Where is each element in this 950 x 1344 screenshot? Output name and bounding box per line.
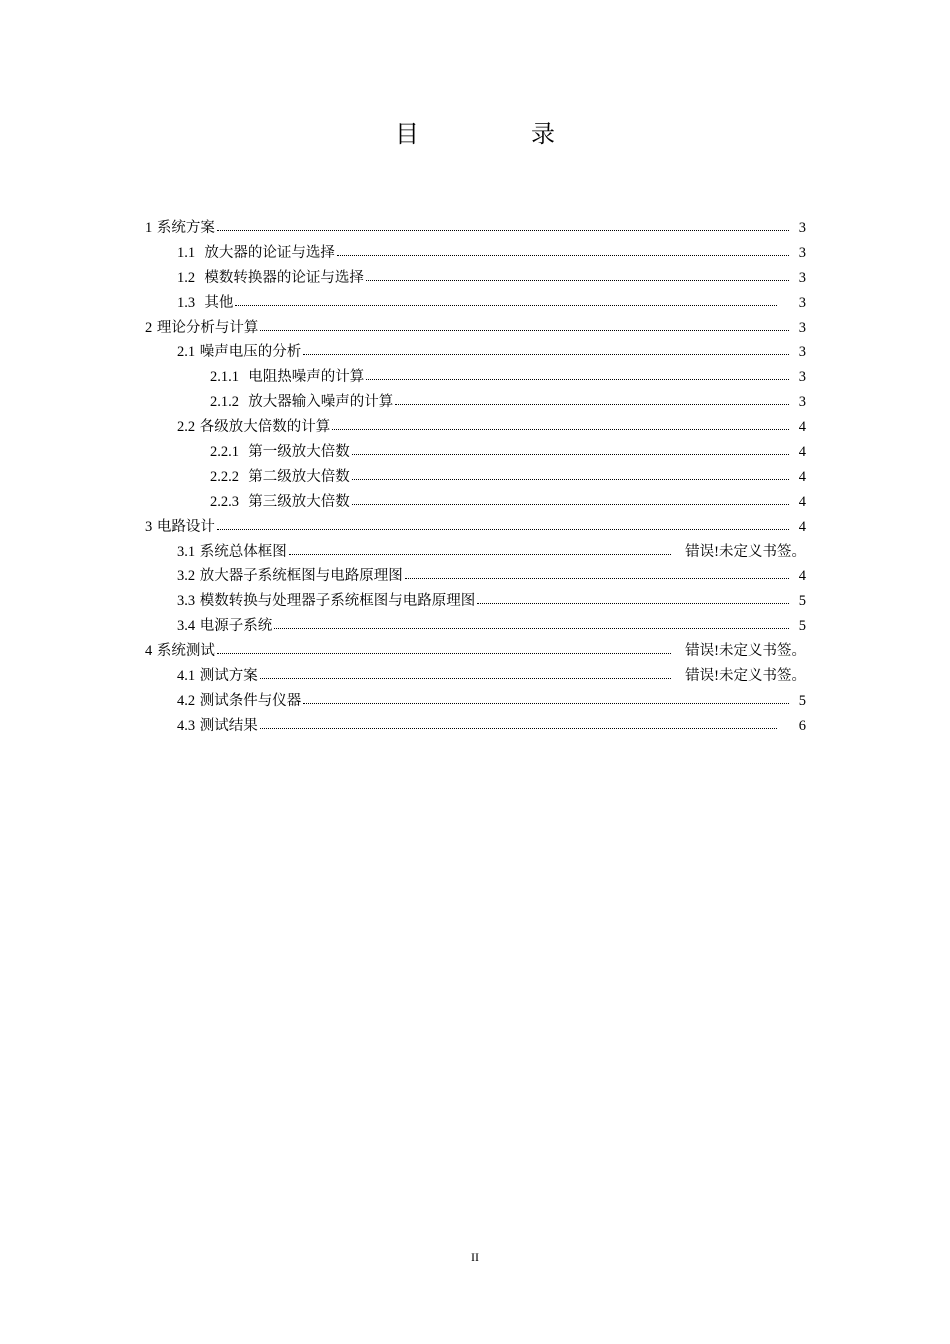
- toc-entry-text: 电阻热噪声的计算: [248, 369, 365, 386]
- toc-entry-text: 测试条件与仪器: [199, 692, 302, 709]
- toc-entry-page: 3: [798, 394, 806, 411]
- toc-entry-label: [210, 440, 350, 465]
- toc-entry-label: [210, 390, 393, 415]
- toc-entry-text: 测试方案: [199, 668, 258, 685]
- toc-entry-number: 4.1: [177, 668, 196, 685]
- toc-entry[interactable]: [145, 365, 806, 390]
- toc-entry-label: [177, 340, 301, 365]
- toc-entry-page: 3: [798, 269, 806, 286]
- toc-entry[interactable]: [145, 266, 806, 291]
- toc-dot-leader: [260, 716, 777, 730]
- toc-entry-page-error: 错误!未定义书签。: [685, 643, 806, 660]
- toc-entry-text: 第二级放大倍数: [248, 468, 350, 485]
- toc-entry-number: 3.4: [177, 618, 196, 635]
- toc-dot-leader: [405, 566, 789, 580]
- toc-entry-label: [177, 540, 287, 565]
- toc-entry-page: 3: [798, 220, 806, 236]
- toc-entry[interactable]: [145, 291, 806, 316]
- toc-entry-number: 4.3: [177, 717, 196, 734]
- toc-entry-page: 3: [798, 244, 806, 261]
- toc-dot-leader: [217, 641, 671, 655]
- toc-entry-number: 3: [145, 518, 153, 535]
- toc-dot-leader: [477, 591, 789, 605]
- toc-entry-number: 1.3: [177, 294, 196, 311]
- toc-entry-number: 1.2: [177, 269, 196, 286]
- toc-entry-text: 放大器输入噪声的计算: [248, 394, 394, 411]
- toc-entry-text: 测试结果: [199, 717, 258, 734]
- toc-entry-label: [177, 589, 475, 614]
- toc-entry-page: 5: [798, 593, 806, 610]
- toc-entry-label: [177, 689, 301, 714]
- toc-entry-number: 3.1: [177, 543, 196, 560]
- toc-entry-text: 系统总体框图: [199, 543, 287, 560]
- toc-entry-label: [177, 714, 258, 739]
- toc-dot-leader: [260, 318, 788, 332]
- toc-entry-text: 模数转换与处理器子系统框图与电路原理图: [199, 593, 476, 610]
- toc-entry-text: 放大器子系统框图与电路原理图: [199, 568, 403, 585]
- toc-entry[interactable]: [145, 241, 806, 266]
- toc-dot-leader: [274, 616, 789, 630]
- toc-entry-text: 系统测试: [156, 643, 215, 660]
- toc-dot-leader: [366, 367, 789, 381]
- toc-entry-number: 2.2.3: [210, 493, 239, 510]
- toc-dot-leader: [352, 492, 789, 506]
- toc-dot-leader: [303, 691, 789, 705]
- toc-entry-number: 4.2: [177, 692, 196, 709]
- toc-entry[interactable]: [145, 316, 806, 341]
- toc-dot-leader: [289, 542, 671, 556]
- toc-entry[interactable]: [145, 465, 806, 490]
- toc-entry-label: [177, 241, 335, 266]
- toc-entry-label: [145, 216, 215, 241]
- toc-entry-number: 3.3: [177, 593, 196, 610]
- toc-entry-text: 各级放大倍数的计算: [199, 419, 331, 436]
- toc-entry-label: [210, 490, 350, 515]
- toc-dot-leader: [337, 243, 789, 257]
- toc-entry-page: 4: [798, 568, 806, 585]
- toc-entry[interactable]: [145, 490, 806, 515]
- toc-entry-page: 3: [798, 294, 806, 311]
- toc-entry-page: 4: [798, 419, 806, 436]
- toc-entry[interactable]: [145, 540, 806, 565]
- toc-entry-page: 6: [798, 717, 806, 734]
- toc-entry[interactable]: [145, 415, 806, 440]
- page-number-footer: II: [471, 1250, 479, 1264]
- toc-entry-label: [145, 515, 215, 540]
- toc-entry[interactable]: [145, 689, 806, 714]
- toc-dot-leader: [217, 218, 789, 232]
- toc-dot-leader: [352, 442, 789, 456]
- toc-entry-number: 2.1.1: [210, 369, 239, 386]
- toc-entry[interactable]: [145, 564, 806, 589]
- toc-entry-label: [177, 664, 258, 689]
- toc-entry-label: [177, 266, 364, 291]
- toc-dot-leader: [235, 293, 776, 307]
- toc-entry-label: [177, 291, 233, 316]
- toc-dot-leader: [352, 467, 789, 481]
- toc-dot-leader: [303, 342, 789, 356]
- toc-entry-label: [210, 365, 364, 390]
- toc-entry-page: 3: [798, 344, 806, 361]
- toc-entry-page: 3: [798, 319, 806, 336]
- toc-entry-number: 2: [145, 319, 153, 336]
- toc-entry[interactable]: [145, 614, 806, 639]
- toc-entry-text: 系统方案: [156, 220, 215, 236]
- toc-entry[interactable]: [145, 639, 806, 664]
- toc-entry[interactable]: [145, 340, 806, 365]
- toc-entry-page: 3: [798, 369, 806, 386]
- toc-entry-label: [210, 465, 350, 490]
- toc-entry-label: [145, 639, 215, 664]
- toc-entry-number: 1: [145, 220, 153, 236]
- toc-entry-page: 4: [798, 493, 806, 510]
- table-of-contents: [145, 216, 806, 739]
- toc-entry-number: 4: [145, 643, 153, 660]
- toc-entry[interactable]: [145, 440, 806, 465]
- page-title: 目 录: [395, 120, 599, 148]
- toc-dot-leader: [366, 268, 789, 282]
- toc-entry[interactable]: [145, 390, 806, 415]
- toc-entry-page-error: 错误!未定义书签。: [685, 543, 806, 560]
- toc-dot-leader: [395, 392, 789, 406]
- toc-entry-text: 模数转换器的论证与选择: [204, 269, 364, 286]
- toc-entry-text: 第三级放大倍数: [248, 493, 350, 510]
- toc-dot-leader: [217, 517, 789, 531]
- toc-entry[interactable]: [145, 515, 806, 540]
- toc-entry-number: 1.1: [177, 244, 196, 261]
- toc-entry[interactable]: [145, 714, 806, 739]
- toc-entry[interactable]: [145, 216, 806, 241]
- toc-entry-page: 4: [798, 468, 806, 485]
- toc-entry-page: 4: [798, 444, 806, 461]
- toc-entry-page: 4: [798, 518, 806, 535]
- toc-entry-text: 电源子系统: [199, 618, 273, 635]
- toc-entry-page: 5: [798, 618, 806, 635]
- toc-entry-number: 2.1.2: [210, 394, 239, 411]
- toc-entry-number: 2.2.2: [210, 468, 239, 485]
- toc-entry-text: 第一级放大倍数: [248, 444, 350, 461]
- toc-entry-label: [177, 614, 272, 639]
- toc-entry-text: 噪声电压的分析: [199, 344, 302, 361]
- toc-entry-text: 电路设计: [156, 518, 215, 535]
- toc-entry-text: 其他: [204, 294, 234, 311]
- toc-entry-text: 理论分析与计算: [156, 319, 259, 336]
- toc-entry[interactable]: [145, 664, 806, 689]
- toc-entry-number: 3.2: [177, 568, 196, 585]
- toc-dot-leader: [332, 417, 789, 431]
- toc-entry-number: 2.2.1: [210, 444, 239, 461]
- toc-entry[interactable]: [145, 589, 806, 614]
- toc-entry-page: 5: [798, 692, 806, 709]
- toc-dot-leader: [260, 666, 671, 680]
- toc-entry-number: 2.2: [177, 419, 196, 436]
- toc-entry-label: [177, 564, 403, 589]
- toc-entry-text: 放大器的论证与选择: [204, 244, 335, 261]
- toc-entry-page-error: 错误!未定义书签。: [685, 668, 806, 685]
- toc-entry-label: [177, 415, 330, 440]
- toc-entry-number: 2.1: [177, 344, 196, 361]
- toc-entry-label: [145, 316, 258, 341]
